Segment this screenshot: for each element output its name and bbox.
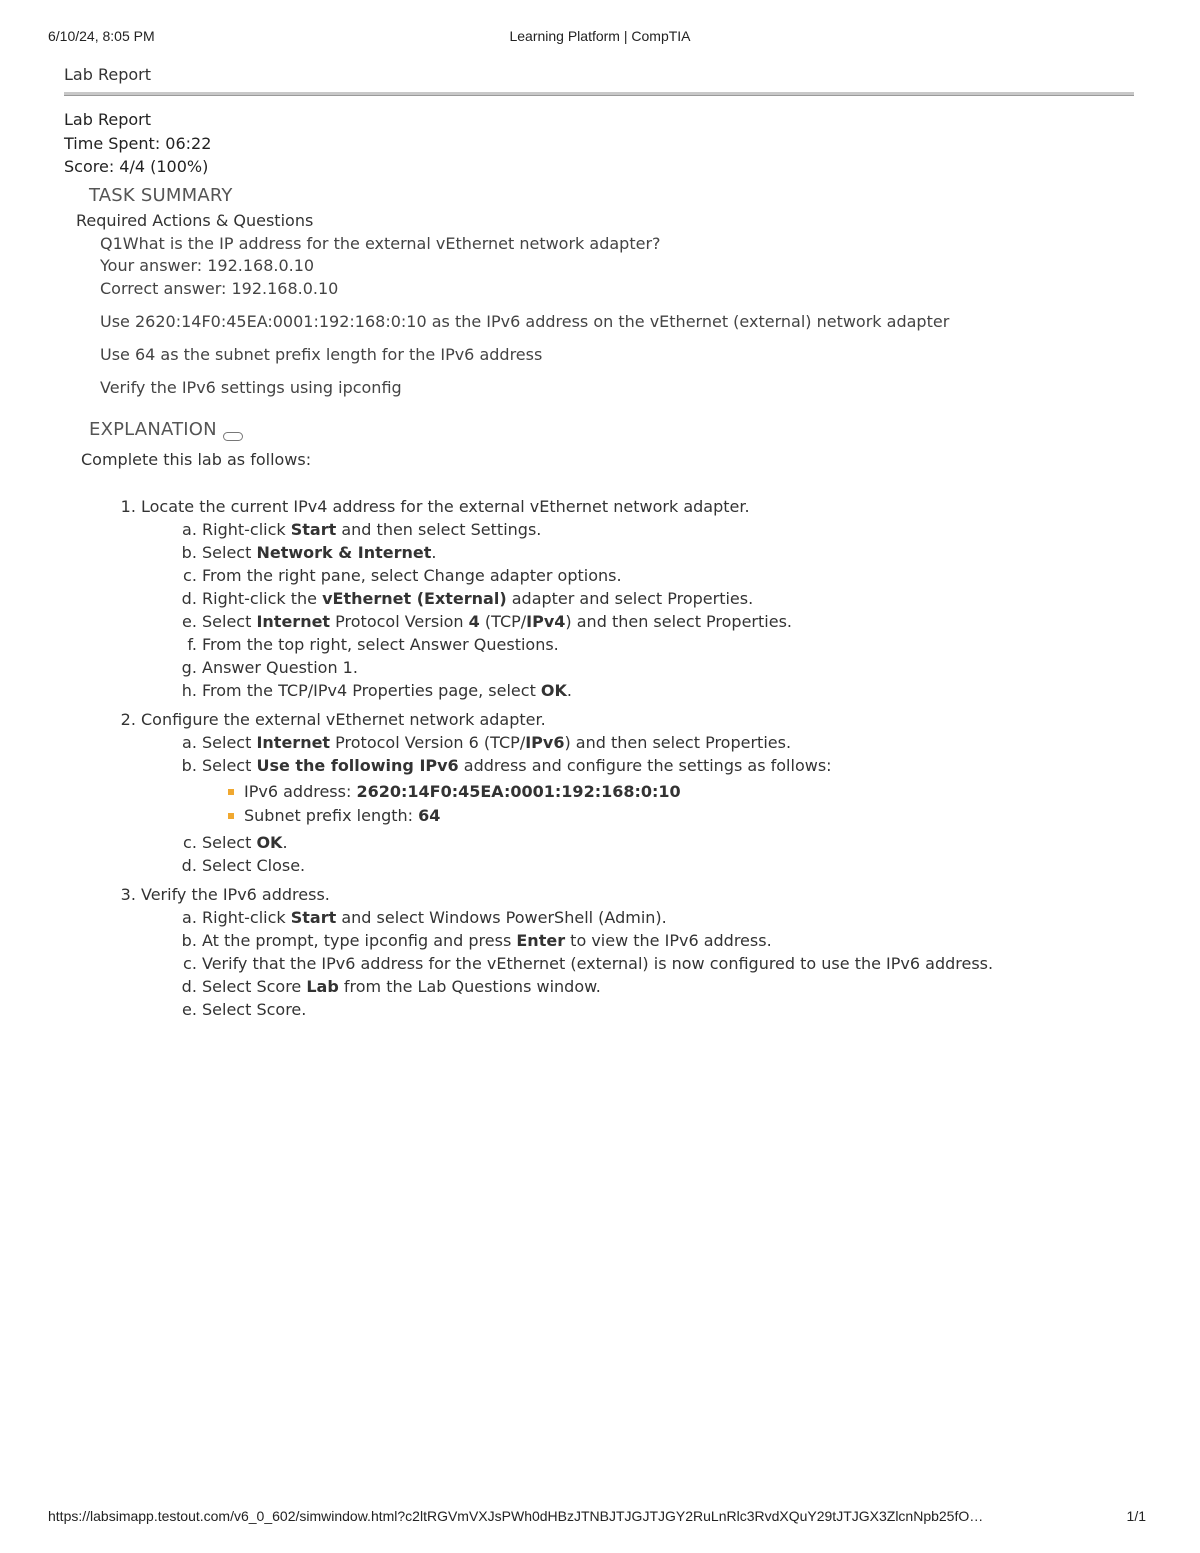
substep-item: h. From the TCP/IPv4 Properties page, select OK. <box>202 679 1134 702</box>
step-text: Locate the current IPv4 address for the external vEthernet network adapter. <box>141 497 750 516</box>
explanation-header <box>89 417 1134 443</box>
substep-item: a. Select Internet Protocol Version 6 (TCP/IPv6) and then select Properties. <box>202 731 1134 754</box>
substep-item: a. Right-click Start and then select Settings. <box>202 518 1134 541</box>
print-title: Learning Platform | CompTIA <box>509 28 691 44</box>
correct-answer: Correct answer: 192.168.0.10 <box>100 278 339 298</box>
page-url: https://labsimapp.testout.com/v6_0_602/simwindow.html?c2ltRGVmVXJsPWh0dHBzJTNBJTJGJTJGY2RuLnRlc3RvdXQuY29tJTJGX3ZlcnNpb25fO… <box>48 1508 984 1524</box>
step-item <box>141 708 1134 877</box>
explanation-intro: Complete this lab as follows: <box>81 450 312 469</box>
settings-bullets <box>202 780 1134 828</box>
substep-item: c. From the right pane, select Change adapter options. <box>202 564 1134 587</box>
toggle-icon[interactable] <box>223 432 243 441</box>
report-heading: Lab Report <box>64 110 151 129</box>
substep-item: e. Select Internet Protocol Version 4 (TCP/IPv4) and then select Properties. <box>202 610 1134 633</box>
substeps-list <box>141 518 1134 702</box>
question-text: Q1What is the IP address for the external vEthernet network adapter? <box>100 233 661 253</box>
substeps-list <box>141 906 1134 1021</box>
substep-item: b. Select Use the following IPv6 address and configure the settings as follows: IPv6 address: 2620:14F0:45EA:0001:192:168:0:10 Subnet prefix length: 64 <box>202 754 1134 828</box>
substep-item: c. Select OK. <box>202 831 1134 854</box>
substep-item: b. Select Network & Internet. <box>202 541 1134 564</box>
substep-item: d. Right-click the vEthernet (External) adapter and select Properties. <box>202 587 1134 610</box>
substep-item: g. Answer Question 1. <box>202 656 1134 679</box>
task-item: Use 64 as the subnet prefix length for the IPv6 address <box>100 345 543 364</box>
task-item: Use 2620:14F0:45EA:0001:192:168:0:10 as the IPv6 address on the vEthernet (external) network adapter <box>100 312 950 331</box>
task-summary-title: TASK SUMMARY <box>89 184 233 206</box>
substep-item: c. Verify that the IPv6 address for the vEthernet (external) is now configured to use the IPv6 address. <box>202 952 1134 975</box>
step-text: Configure the external vEthernet network adapter. <box>141 710 546 729</box>
divider <box>64 92 1134 96</box>
lab-report-tab[interactable]: Lab Report <box>64 65 151 84</box>
time-spent: Time Spent: 06:22 <box>64 133 212 153</box>
required-actions-heading: Required Actions & Questions <box>76 210 314 230</box>
print-footer <box>48 1508 1152 1528</box>
substep-item: b. At the prompt, type ipconfig and press Enter to view the IPv6 address. <box>202 929 1134 952</box>
question-block <box>100 233 1134 301</box>
lab-report <box>64 64 1134 1027</box>
report-meta <box>64 108 1134 179</box>
print-header <box>48 28 1152 48</box>
your-answer: Your answer: 192.168.0.10 <box>100 256 315 275</box>
substep-item: d. Select Close. <box>202 854 1134 877</box>
explanation-title: EXPLANATION <box>89 419 217 440</box>
bullet-item: IPv6 address: 2620:14F0:45EA:0001:192:168:0:10 <box>228 780 1134 804</box>
substep-item: f. From the top right, select Answer Questions. <box>202 633 1134 656</box>
step-text: Verify the IPv6 address. <box>141 885 330 904</box>
step-item <box>141 495 1134 702</box>
steps-list <box>64 495 1134 1021</box>
substeps-list <box>141 731 1134 877</box>
step-item <box>141 883 1134 1021</box>
substep-item: e. Select Score. <box>202 998 1134 1021</box>
substep-item: d. Select Score Lab from the Lab Questions window. <box>202 975 1134 998</box>
bullet-item: Subnet prefix length: 64 <box>228 804 1134 828</box>
substep-item: a. Right-click Start and select Windows PowerShell (Admin). <box>202 906 1134 929</box>
task-item: Verify the IPv6 settings using ipconfig <box>100 378 402 397</box>
page-number: 1/1 <box>1126 1508 1146 1524</box>
score: Score: 4/4 (100%) <box>64 157 209 176</box>
print-date: 6/10/24, 8:05 PM <box>48 28 155 44</box>
